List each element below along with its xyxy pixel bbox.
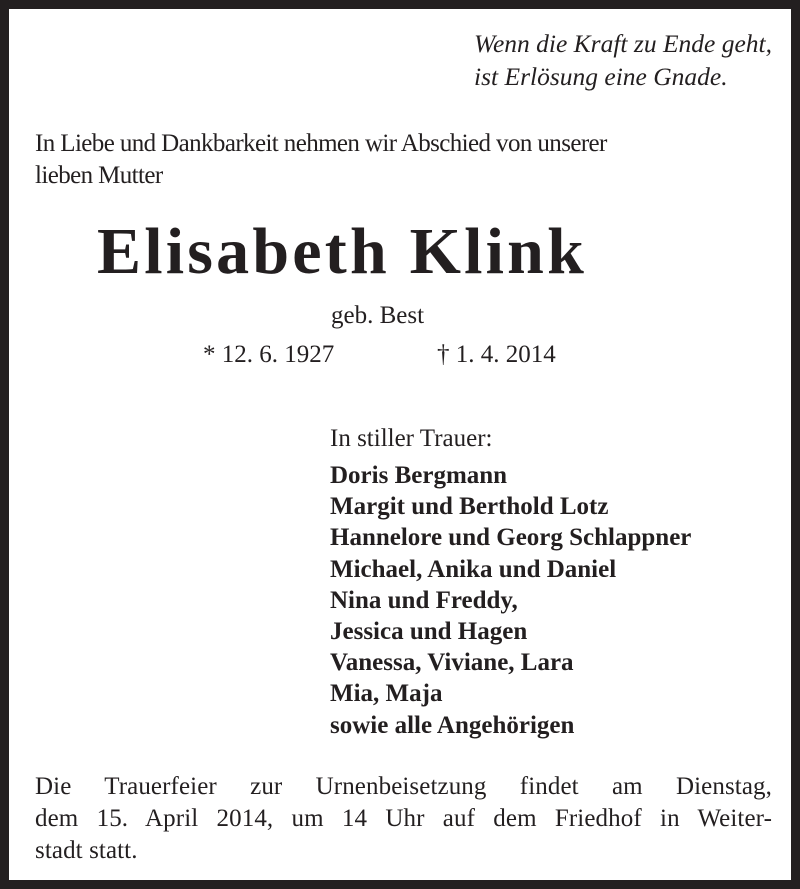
- funeral-line-2: dem 15. April 2014, um 14 Uhr auf dem Friedhof in Weiter-: [35, 805, 772, 832]
- mourner-entry: Margit und Berthold Lotz: [330, 493, 609, 521]
- mourners-list: [330, 460, 691, 741]
- intro-line-2: lieben Mutter: [35, 162, 163, 189]
- birth-date: * 12. 6. 1927: [203, 341, 335, 368]
- motto-line-2: ist Erlösung eine Gnade.: [474, 62, 728, 91]
- motto-quote: [474, 27, 772, 93]
- intro-text: [35, 128, 770, 192]
- mourner-entry: Mia, Maja: [330, 680, 443, 708]
- mourners-heading: In stiller Trauer:: [330, 425, 493, 452]
- mourner-entry: sowie alle Angehörigen: [330, 711, 575, 739]
- mourner-entry: Hannelore und Georg Schlappner: [330, 524, 692, 552]
- death-date: † 1. 4. 2014: [437, 341, 556, 368]
- motto-line-1: Wenn die Kraft zu Ende geht,: [474, 29, 772, 58]
- funeral-line-3: stadt statt.: [35, 837, 138, 864]
- deceased-name: Elisabeth Klink: [97, 215, 587, 288]
- birth-name: geb. Best: [331, 302, 425, 329]
- intro-line-1: In Liebe und Dankbarkeit nehmen wir Abschied von unserer: [35, 130, 607, 157]
- mourner-entry: Nina und Freddy,: [330, 586, 518, 614]
- mourner-entry: Jessica und Hagen: [330, 618, 528, 646]
- funeral-line-1: Die Trauerfeier zur Urnenbeisetzung findet am Dienstag,: [35, 773, 772, 800]
- funeral-details: [35, 771, 772, 867]
- mourner-entry: Vanessa, Viviane, Lara: [330, 649, 574, 677]
- mourner-entry: Doris Bergmann: [330, 462, 508, 489]
- mourner-entry: Michael, Anika und Daniel: [330, 555, 617, 583]
